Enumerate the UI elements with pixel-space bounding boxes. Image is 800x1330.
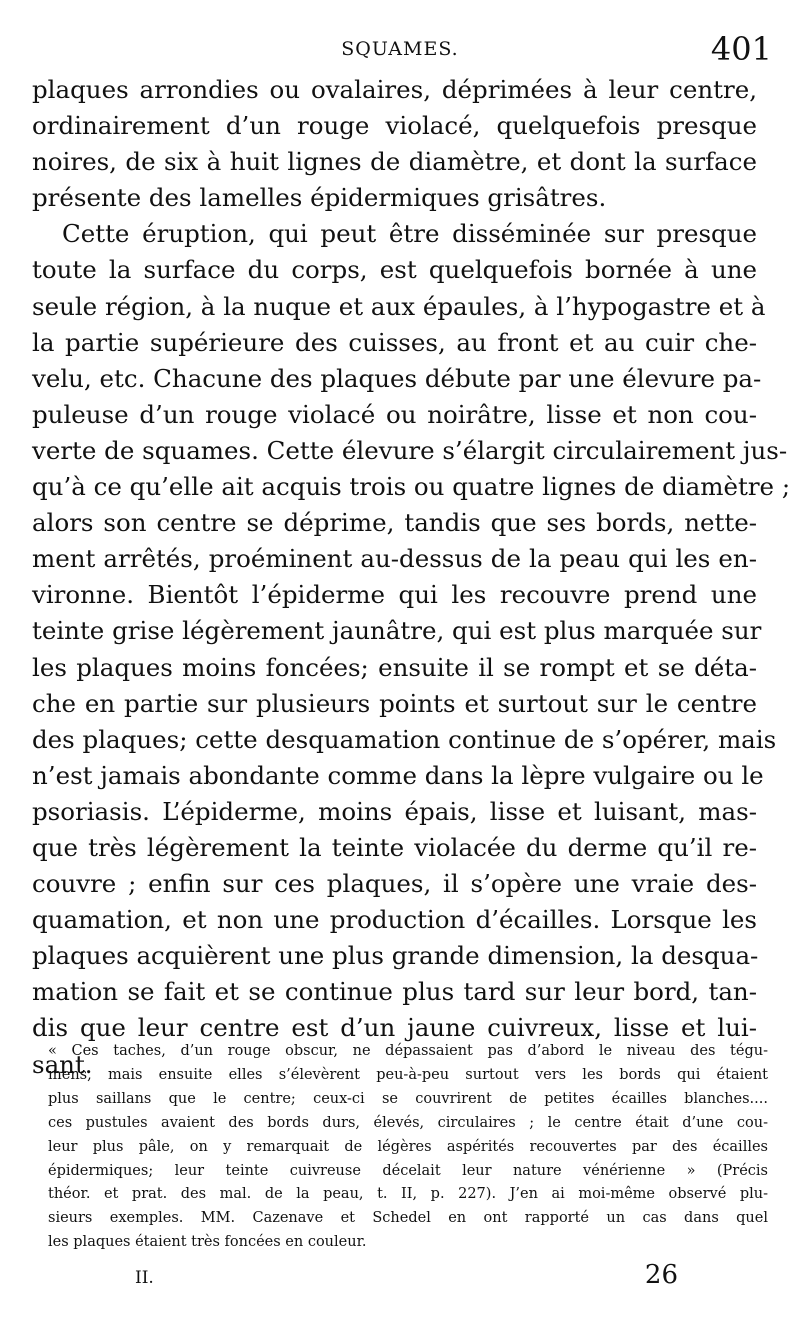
body-line: velu, etc. Chacune des plaques débute par une élevure pa- — [32, 363, 762, 393]
body-line: noires, de six à huit lignes de diamètre, et dont la surface — [32, 147, 757, 177]
body-line: sant. — [32, 1049, 93, 1079]
page-number: 401 — [710, 30, 772, 68]
body-line: qu’à ce qu’elle ait acquis trois ou quatre lignes de diamètre ; — [32, 472, 791, 502]
body-line: des plaques; cette desquamation continue de s’opérer, mais — [32, 724, 777, 754]
body-line: toute la surface du corps, est quelquefois bornée à une — [32, 255, 757, 285]
running-title: SQUAMES. — [341, 38, 459, 60]
body-line: ordinairement d’un rouge violacé, quelquefois presque — [32, 111, 757, 141]
body-line: que très légèrement la teinte violacée du derme qu’il re- — [32, 832, 757, 862]
body-text — [32, 72, 791, 1083]
footnote-line: leur plus pâle, on y remarquait de légères aspérités recouvertes par des écailles — [48, 1138, 768, 1155]
footnote-line: sieurs exemples. MM. Cazenave et Schedel en ont rapporté un cas dans quel — [48, 1210, 768, 1227]
sheet-number: 26 — [644, 1260, 678, 1290]
footnote-line: les plaques étaient très foncées en couleur. — [48, 1234, 367, 1251]
body-line: quamation, et non une production d’écailles. Lorsque les — [32, 905, 757, 935]
page-footer — [0, 1260, 800, 1300]
footnote-line: « Ces taches, d’un rouge obscur, ne dépassaient pas d’abord le niveau des tégu- — [48, 1043, 768, 1059]
body-line: che en partie sur plusieurs points et surtout sur le centre — [32, 688, 757, 718]
body-line: psoriasis. L’épiderme, moins épais, lisse et luisant, mas- — [32, 796, 757, 826]
body-line: puleuse d’un rouge violacé ou noirâtre, lisse et non cou- — [32, 399, 757, 429]
body-line: teinte grise légèrement jaunâtre, qui est plus marquée sur — [32, 616, 762, 646]
body-line: la partie supérieure des cuisses, au front et au cuir che- — [32, 327, 757, 357]
body-line: seule région, à la nuque et aux épaules, à l’hypogastre et à — [32, 291, 766, 321]
footnote-line: plus saillans que le centre; ceux-ci se couvrirent de petites écailles blanches.... — [48, 1090, 768, 1107]
body-line: verte de squames. Cette élevure s’élargit circulairement jus- — [32, 435, 788, 465]
body-line: présente des lamelles épidermiques grisâtres. — [32, 183, 607, 213]
body-line: plaques acquièrent une plus grande dimension, la desqua- — [32, 941, 759, 971]
footnote-line: théor. et prat. des mal. de la peau, t. II, p. 227). J’en ai moi-même observé plu- — [48, 1186, 768, 1203]
body-line: couvre ; enfin sur ces plaques, il s’opère une vraie des- — [32, 869, 757, 899]
footnote-line: épidermiques; leur teinte cuivreuse décelait leur nature vénérienne » (Précis — [48, 1162, 768, 1179]
signature-mark: II. — [135, 1268, 154, 1288]
running-head — [0, 30, 800, 70]
body-line: vironne. Bientôt l’épiderme qui les recouvre prend une — [32, 580, 757, 610]
body-line: n’est jamais abondante comme dans la lèpre vulgaire ou le — [32, 760, 764, 790]
body-line: alors son centre se déprime, tandis que ses bords, nette- — [32, 508, 757, 538]
footnote — [48, 1040, 768, 1255]
body-line: Cette éruption, qui peut être disséminée sur presque — [62, 219, 757, 249]
body-line: ment arrêtés, proéminent au-dessus de la peau qui les en- — [32, 544, 757, 574]
body-line: plaques arrondies ou ovalaires, déprimées à leur centre, — [32, 75, 757, 104]
footnote-line: mens, mais ensuite elles s’élevèrent peu-à-peu surtout vers les bords qui étaient — [48, 1066, 768, 1083]
body-line: mation se fait et se continue plus tard sur leur bord, tan- — [32, 977, 757, 1007]
footnote-line: ces pustules avaient des bords durs, élevés, circulaires ; le centre était d’une cou- — [48, 1114, 768, 1131]
body-line: dis que leur centre est d’un jaune cuivreux, lisse et lui- — [32, 1013, 757, 1043]
body-line: les plaques moins foncées; ensuite il se rompt et se déta- — [32, 652, 757, 682]
